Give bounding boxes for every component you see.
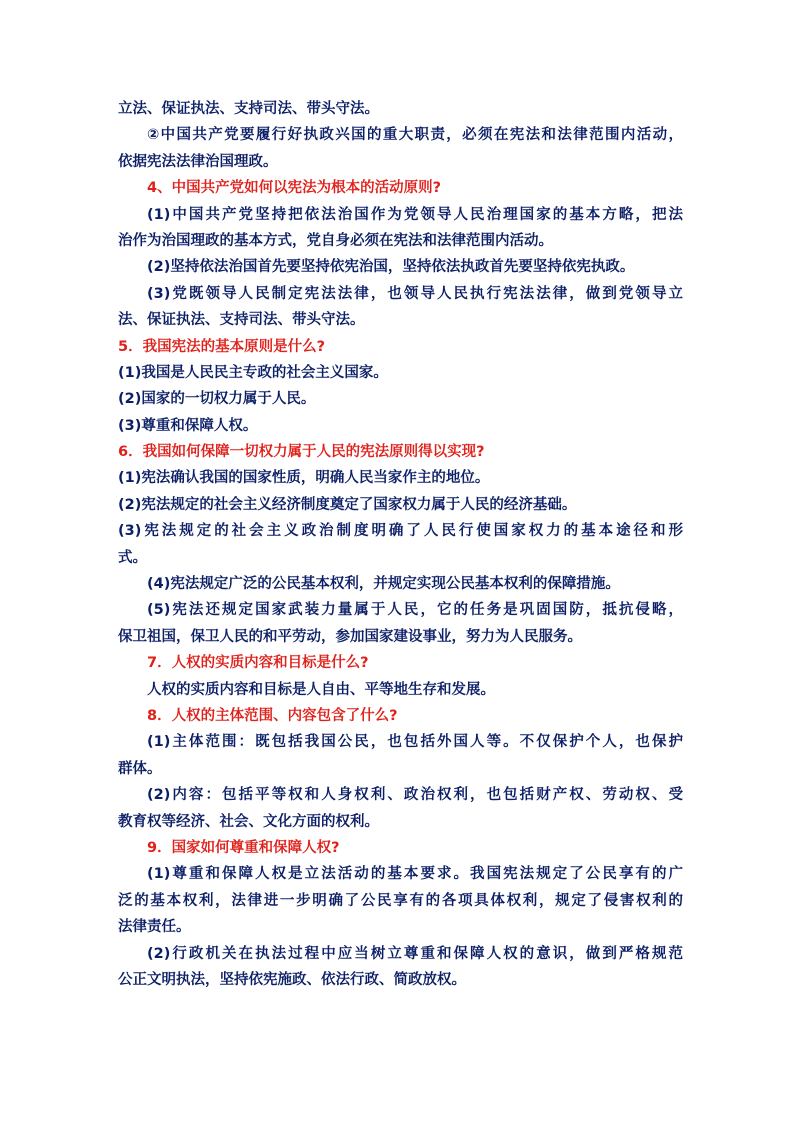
paragraph-line: (1)主体范围：既包括我国公民，也包括外国人等。不仅保护个人，也保护 <box>147 734 683 751</box>
paragraph-line: (3)党既领导人民制定宪法法律，也领导人民执行宪法法律，做到党领导立 <box>147 285 683 302</box>
question-heading: 6．我国如何保障一切权力属于人民的宪法原则得以实现? <box>118 444 485 461</box>
paragraph-line: 公正文明执法，坚持依宪施政、依法行政、简政放权。 <box>118 971 466 988</box>
paragraph-line: (1)尊重和保障人权是立法活动的基本要求。我国宪法规定了公民享有的广 <box>147 866 683 883</box>
paragraph-line: 法律责任。 <box>118 919 191 936</box>
paragraph-line: 式。 <box>118 549 147 566</box>
paragraph-line: (2)坚持依法治国首先要坚持依宪治国，坚持依法执政首先要坚持依宪执政。 <box>147 259 635 276</box>
question-heading: 7．人权的实质内容和目标是什么? <box>147 655 369 672</box>
question-heading: 9．国家如何尊重和保障人权? <box>147 839 340 856</box>
list-item: (1)我国是人民民主专政的社会主义国家。 <box>118 364 388 381</box>
list-item: (2)国家的一切权力属于人民。 <box>118 391 316 408</box>
question-heading: 8．人权的主体范围、内容包含了什么? <box>147 707 398 724</box>
list-item: (3)尊重和保障人权。 <box>118 417 258 434</box>
paragraph-line: 群体。 <box>118 760 162 777</box>
paragraph-line: (1)中国共产党坚持把依法治国作为党领导人民治理国家的基本方略，把法 <box>147 206 683 223</box>
question-heading: 5．我国宪法的基本原则是什么? <box>118 338 325 355</box>
question-heading: 4、中国共产党如何以宪法为根本的活动原则? <box>147 180 441 197</box>
paragraph-line: (2)宪法规定的社会主义经济制度奠定了国家权力属于人民的经济基础。 <box>118 496 577 513</box>
paragraph-line: (3)宪法规定的社会主义政治制度明确了人民行使国家权力的基本途径和形 <box>118 523 683 540</box>
paragraph-line: (5)宪法还规定国家武装力量属于人民，它的任务是巩固国防，抵抗侵略， <box>147 602 683 619</box>
paragraph-line: 人权的实质内容和目标是人自由、平等地生存和发展。 <box>147 681 495 698</box>
paragraph-line: (4)宪法规定广泛的公民基本权利，并规定实现公民基本权利的保障措施。 <box>147 576 620 593</box>
paragraph-line: ②中国共产党要履行好执政兴国的重大职责，必须在宪法和法律范围内活动， <box>147 127 683 144</box>
paragraph-line: 保卫祖国，保卫人民的和平劳动，参加国家建设事业，努力为人民服务。 <box>118 628 582 645</box>
paragraph-line: 治作为治国理政的基本方式，党自身必须在宪法和法律范围内活动。 <box>118 232 553 249</box>
paragraph-line: 立法、保证执法、支持司法、带头守法。 <box>118 101 379 117</box>
paragraph-line: 依据宪法法律治国理政。 <box>118 153 278 170</box>
paragraph-line: (2)内容：包括平等权和人身权利、政治权利，也包括财产权、劳动权、受 <box>147 787 683 804</box>
paragraph-line: 法、保证执法、支持司法、带头守法。 <box>118 312 365 329</box>
document-page <box>118 96 683 993</box>
paragraph-line: (1)宪法确认我国的国家性质，明确人民当家作主的地位。 <box>118 470 490 487</box>
paragraph-line: (2)行政机关在执法过程中应当树立尊重和保障人权的意识，做到严格规范 <box>147 945 683 962</box>
paragraph-line: 泛的基本权利，法律进一步明确了公民享有的各项具体权利，规定了侵害权利的 <box>118 892 683 909</box>
paragraph-line: 教育权等经济、社会、文化方面的权利。 <box>118 813 379 830</box>
